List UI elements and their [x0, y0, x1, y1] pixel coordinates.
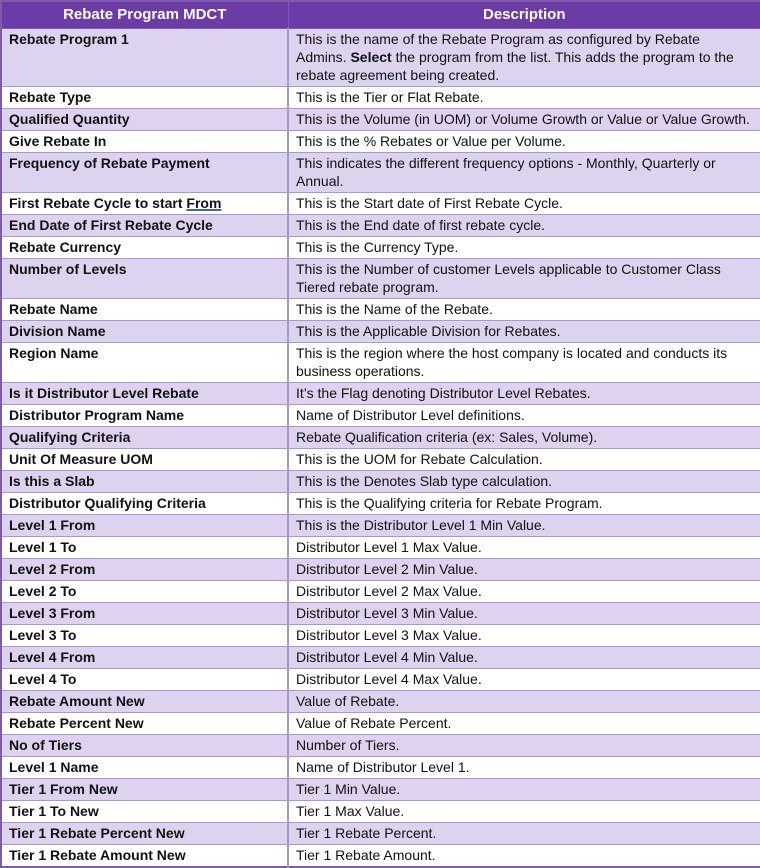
table-row: [1, 299, 760, 321]
row-description: Tier 1 Max Value.: [288, 801, 760, 823]
row-description: This is the Start date of First Rebate Cycle.: [288, 193, 760, 215]
table-row: [1, 29, 760, 87]
row-description: This is the Applicable Division for Rebates.: [288, 321, 760, 343]
table-row: [1, 493, 760, 515]
bold-text: Select: [350, 49, 392, 65]
row-label: Qualified Quantity: [1, 109, 288, 131]
row-description: It’s the Flag denoting Distributor Level Rebates.: [288, 383, 760, 405]
row-label: Tier 1 Rebate Percent New: [1, 823, 288, 845]
table-row: [1, 87, 760, 109]
row-label: Distributor Program Name: [1, 405, 288, 427]
row-description: Tier 1 Min Value.: [288, 779, 760, 801]
row-label: Qualifying Criteria: [1, 427, 288, 449]
table-row: [1, 647, 760, 669]
row-label: Rebate Name: [1, 299, 288, 321]
row-description: This is the region where the host company is located and conducts its business operations.: [288, 343, 760, 383]
row-label: End Date of First Rebate Cycle: [1, 215, 288, 237]
row-label: Tier 1 Rebate Amount New: [1, 845, 288, 868]
row-label: Level 2 To: [1, 581, 288, 603]
table-row: [1, 193, 760, 215]
row-label: Level 4 From: [1, 647, 288, 669]
row-description: This is the UOM for Rebate Calculation.: [288, 449, 760, 471]
table-body: [1, 29, 760, 868]
row-description: This is the Volume (in UOM) or Volume Growth or Value or Value Growth.: [288, 109, 760, 131]
row-description: Distributor Level 3 Min Value.: [288, 603, 760, 625]
row-description: Distributor Level 3 Max Value.: [288, 625, 760, 647]
row-description: Name of Distributor Level definitions.: [288, 405, 760, 427]
table-row: [1, 259, 760, 299]
table-row: [1, 405, 760, 427]
row-label: Rebate Percent New: [1, 713, 288, 735]
row-label: Tier 1 To New: [1, 801, 288, 823]
table-row: [1, 153, 760, 193]
row-label: Number of Levels: [1, 259, 288, 299]
table-row: [1, 537, 760, 559]
table-row: [1, 471, 760, 493]
table-row: [1, 581, 760, 603]
row-description: This is the Denotes Slab type calculation.: [288, 471, 760, 493]
row-label: Division Name: [1, 321, 288, 343]
table-row: [1, 823, 760, 845]
table-row: [1, 383, 760, 405]
row-label: Give Rebate In: [1, 131, 288, 153]
row-description: This is the End date of first rebate cycle.: [288, 215, 760, 237]
table-row: [1, 757, 760, 779]
header-row: [1, 1, 760, 29]
row-label: Distributor Qualifying Criteria: [1, 493, 288, 515]
row-label: Level 1 To: [1, 537, 288, 559]
row-description: This is the Name of the Rebate.: [288, 299, 760, 321]
header-col-rebate-program-mdct: Rebate Program MDCT: [1, 1, 288, 29]
row-description: Value of Rebate.: [288, 691, 760, 713]
row-label: Frequency of Rebate Payment: [1, 153, 288, 193]
row-description: Number of Tiers.: [288, 735, 760, 757]
row-description: This is the Tier or Flat Rebate.: [288, 87, 760, 109]
row-description: [288, 29, 760, 87]
row-label: Level 4 To: [1, 669, 288, 691]
table-row: [1, 559, 760, 581]
row-description: Tier 1 Rebate Percent.: [288, 823, 760, 845]
table-row: [1, 109, 760, 131]
row-description: This is the % Rebates or Value per Volume.: [288, 131, 760, 153]
row-label: Unit Of Measure UOM: [1, 449, 288, 471]
text-segment: This is the name of the Rebate Program as configured by Rebate Admins.: [296, 31, 700, 65]
table-row: [1, 669, 760, 691]
table-row: [1, 427, 760, 449]
row-description: Tier 1 Rebate Amount.: [288, 845, 760, 868]
row-description: Distributor Level 4 Min Value.: [288, 647, 760, 669]
row-label: Is it Distributor Level Rebate: [1, 383, 288, 405]
row-description: Rebate Qualification criteria (ex: Sales, Volume).: [288, 427, 760, 449]
row-description: Distributor Level 2 Min Value.: [288, 559, 760, 581]
row-label: Level 3 To: [1, 625, 288, 647]
row-description: This is the Distributor Level 1 Min Value.: [288, 515, 760, 537]
row-label: Rebate Currency: [1, 237, 288, 259]
table-row: [1, 735, 760, 757]
table-row: [1, 625, 760, 647]
table-row: [1, 215, 760, 237]
row-label: Region Name: [1, 343, 288, 383]
row-description: This indicates the different frequency options - Monthly, Quarterly or Annual.: [288, 153, 760, 193]
row-description: Name of Distributor Level 1.: [288, 757, 760, 779]
table-header: [1, 1, 760, 29]
row-description: This is the Number of customer Levels applicable to Customer Class Tiered rebate program.: [288, 259, 760, 299]
row-label: No of Tiers: [1, 735, 288, 757]
row-label: Level 1 Name: [1, 757, 288, 779]
row-label: Tier 1 From New: [1, 779, 288, 801]
row-label: Level 2 From: [1, 559, 288, 581]
table-row: [1, 321, 760, 343]
row-label: [1, 193, 288, 215]
table-row: [1, 449, 760, 471]
table-row: [1, 131, 760, 153]
row-label: Level 1 From: [1, 515, 288, 537]
row-label: Rebate Type: [1, 87, 288, 109]
row-label: Level 3 From: [1, 603, 288, 625]
table-row: [1, 691, 760, 713]
table-row: [1, 237, 760, 259]
row-description: Distributor Level 4 Max Value.: [288, 669, 760, 691]
row-label: Is this a Slab: [1, 471, 288, 493]
table-row: [1, 603, 760, 625]
text-segment: the program from the list. This adds the program to the rebate agreement being created.: [296, 49, 734, 83]
table-row: [1, 515, 760, 537]
row-description: This is the Qualifying criteria for Rebate Program.: [288, 493, 760, 515]
table-row: [1, 801, 760, 823]
row-label: Rebate Program 1: [1, 29, 288, 87]
table-row: [1, 845, 760, 868]
row-description: Value of Rebate Percent.: [288, 713, 760, 735]
text-segment: First Rebate Cycle to start: [9, 195, 187, 211]
table-row: [1, 779, 760, 801]
row-description: Distributor Level 1 Max Value.: [288, 537, 760, 559]
row-description: Distributor Level 2 Max Value.: [288, 581, 760, 603]
row-label: Rebate Amount New: [1, 691, 288, 713]
row-description: This is the Currency Type.: [288, 237, 760, 259]
table-row: [1, 343, 760, 383]
underlined-text: From: [186, 195, 222, 211]
header-col-description: Description: [288, 1, 760, 29]
table-row: [1, 713, 760, 735]
